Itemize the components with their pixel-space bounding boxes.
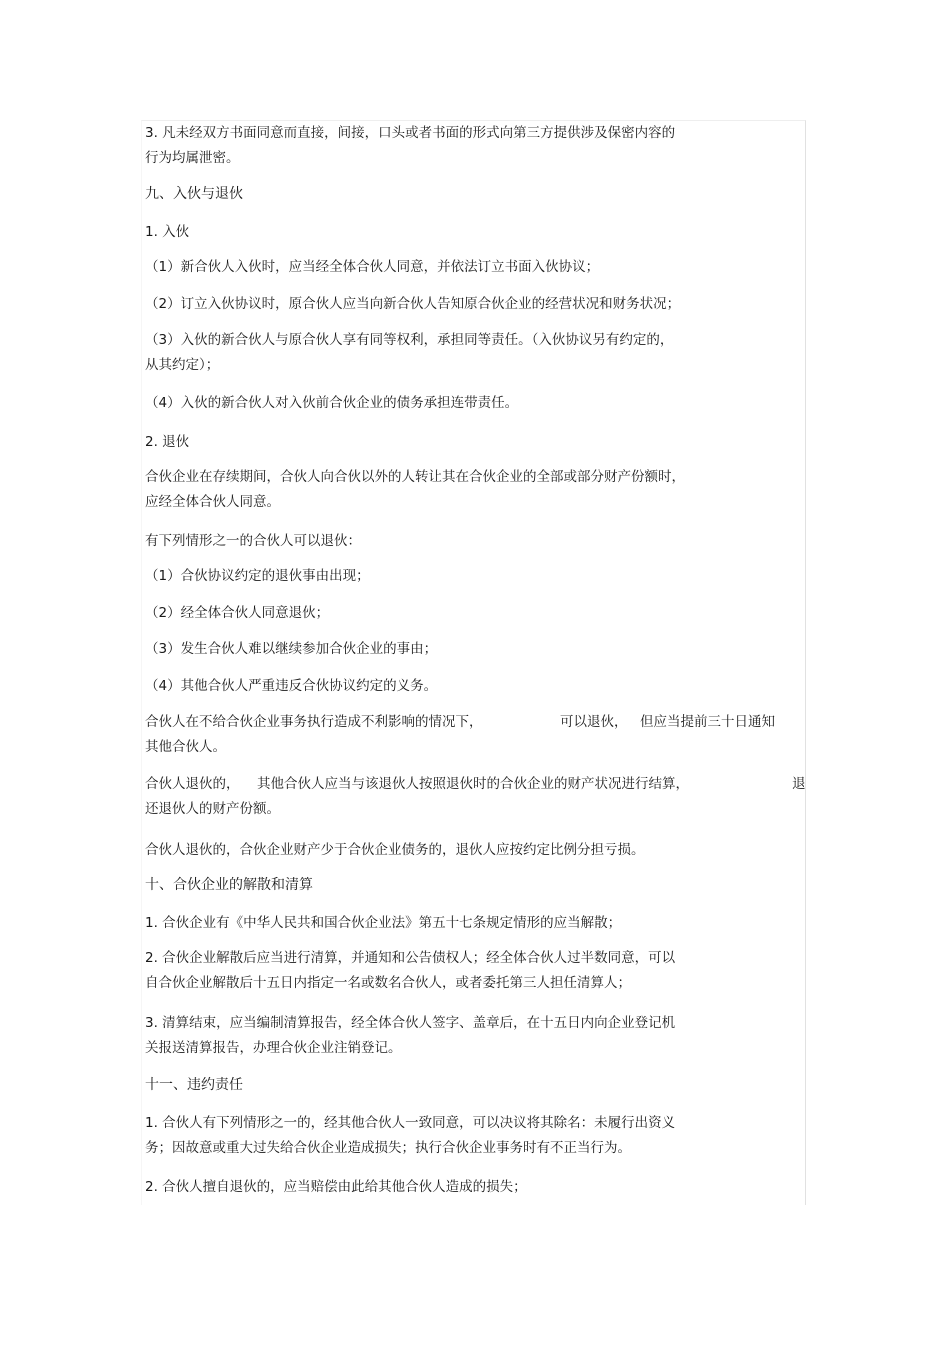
text-line: 务；因故意或重大过失给合伙企业造成损失；执行合伙企业事务时有不正当行为。 bbox=[145, 1140, 631, 1156]
paragraph-dissolution-1 bbox=[145, 911, 621, 936]
text-line: 应经全体合伙人同意。 bbox=[145, 494, 280, 510]
list-item-admission-4 bbox=[145, 391, 518, 416]
text-segment: 退 bbox=[792, 776, 806, 792]
text-segment: 可以退伙， bbox=[560, 714, 628, 730]
text-line: 合伙企业在存续期间，合伙人向合伙以外的人转让其在合伙企业的全部或部分财产份额时， bbox=[145, 469, 685, 485]
text-line: 3. 清算结束，应当编制清算报告，经全体合伙人签字、盖章后，在十五日内向企业登记机 bbox=[145, 1015, 676, 1031]
subheading-withdrawal bbox=[145, 430, 189, 455]
list-item-admission-3 bbox=[145, 328, 673, 378]
paragraph-settlement bbox=[145, 772, 807, 822]
text-line: （3）发生合伙人难以继续参加合伙企业的事由； bbox=[145, 641, 438, 657]
paragraph-transfer bbox=[145, 465, 685, 515]
heading-text: 十、合伙企业的解散和清算 bbox=[145, 877, 313, 893]
paragraph-dissolution-2 bbox=[145, 946, 675, 996]
paragraph-liability-1 bbox=[145, 1111, 675, 1161]
text-line: 3. 凡未经双方书面同意而直接，间接，口头或者书面的形式向第三方提供涉及保密内容的 bbox=[145, 125, 676, 141]
text-line: 1. 合伙企业有《中华人民共和国合伙企业法》第五十七条规定情形的应当解散； bbox=[145, 915, 622, 931]
text-segment: 其他合伙人应当与该退伙人按照退伙时的合伙企业的财产状况进行结算， bbox=[257, 776, 689, 792]
text-line: （2）经全体合伙人同意退伙； bbox=[145, 605, 330, 621]
text-segment: 但应当提前三十日通知 bbox=[640, 714, 775, 730]
heading-text: 九、入伙与退伙 bbox=[145, 186, 243, 202]
text-line: 1. 合伙人有下列情形之一的，经其他合伙人一致同意，可以决议将其除名：未履行出资义 bbox=[145, 1115, 676, 1131]
text-line: 还退伙人的财产份额。 bbox=[145, 801, 280, 817]
text-line: （3）入伙的新合伙人与原合伙人享有同等权利，承担同等责任。（入伙协议另有约定的， bbox=[145, 332, 674, 348]
list-item-admission-1 bbox=[145, 255, 599, 280]
list-item-withdrawal-1 bbox=[145, 564, 370, 589]
paragraph-dissolution-3 bbox=[145, 1011, 675, 1061]
text-segment: 合伙人退伙的， bbox=[145, 776, 240, 792]
text-line: 2. 合伙人擅自退伙的，应当赔偿由此给其他合伙人造成的损失； bbox=[145, 1179, 527, 1195]
list-item-admission-2 bbox=[145, 292, 680, 317]
section-heading-11 bbox=[145, 1073, 243, 1098]
text-line: （1）合伙协议约定的退伙事由出现； bbox=[145, 568, 370, 584]
text-segment: 合伙人在不给合伙企业事务执行造成不利影响的情况下， bbox=[145, 714, 483, 730]
text-line: （2）订立入伙协议时，原合伙人应当向新合伙人告知原合伙企业的经营状况和财务状况； bbox=[145, 296, 681, 312]
text-line: 关报送清算报告，办理合伙企业注销登记。 bbox=[145, 1040, 402, 1056]
text-line: 其他合伙人。 bbox=[145, 739, 226, 755]
paragraph-loss-sharing bbox=[145, 838, 645, 863]
text-line: 合伙人退伙的，合伙企业财产少于合伙企业债务的，退伙人应按约定比例分担亏损。 bbox=[145, 842, 645, 858]
text-line: 2. 合伙企业解散后应当进行清算，并通知和公告债权人；经全体合伙人过半数同意，可以 bbox=[145, 950, 676, 966]
text-line: 行为均属泄密。 bbox=[145, 150, 240, 166]
text-line: （4）其他合伙人严重违反合伙协议约定的义务。 bbox=[145, 678, 438, 694]
paragraph-liability-2 bbox=[145, 1175, 527, 1200]
subheading-admission bbox=[145, 220, 189, 245]
text-line: 有下列情形之一的合伙人可以退伙： bbox=[145, 533, 361, 549]
paragraph-confidentiality-3 bbox=[145, 121, 675, 171]
text-line: （1）新合伙人入伙时，应当经全体合伙人同意，并依法订立书面入伙协议； bbox=[145, 259, 600, 275]
text-line: 从其约定）； bbox=[145, 357, 220, 373]
section-heading-10 bbox=[145, 873, 313, 898]
text-line: 2. 退伙 bbox=[145, 434, 190, 450]
text-line: 1. 入伙 bbox=[145, 224, 190, 240]
list-item-withdrawal-3 bbox=[145, 637, 437, 662]
text-line: 自合伙企业解散后十五日内指定一名或数名合伙人，或者委托第三人担任清算人； bbox=[145, 975, 631, 991]
heading-text: 十一、违约责任 bbox=[145, 1077, 243, 1093]
list-item-withdrawal-4 bbox=[145, 674, 437, 699]
text-line: （4）入伙的新合伙人对入伙前合伙企业的债务承担连带责任。 bbox=[145, 395, 519, 411]
section-heading-9 bbox=[145, 182, 243, 207]
paragraph-withdrawal-conditions bbox=[145, 529, 361, 554]
list-item-withdrawal-2 bbox=[145, 601, 329, 626]
paragraph-notice-withdrawal bbox=[145, 710, 805, 760]
